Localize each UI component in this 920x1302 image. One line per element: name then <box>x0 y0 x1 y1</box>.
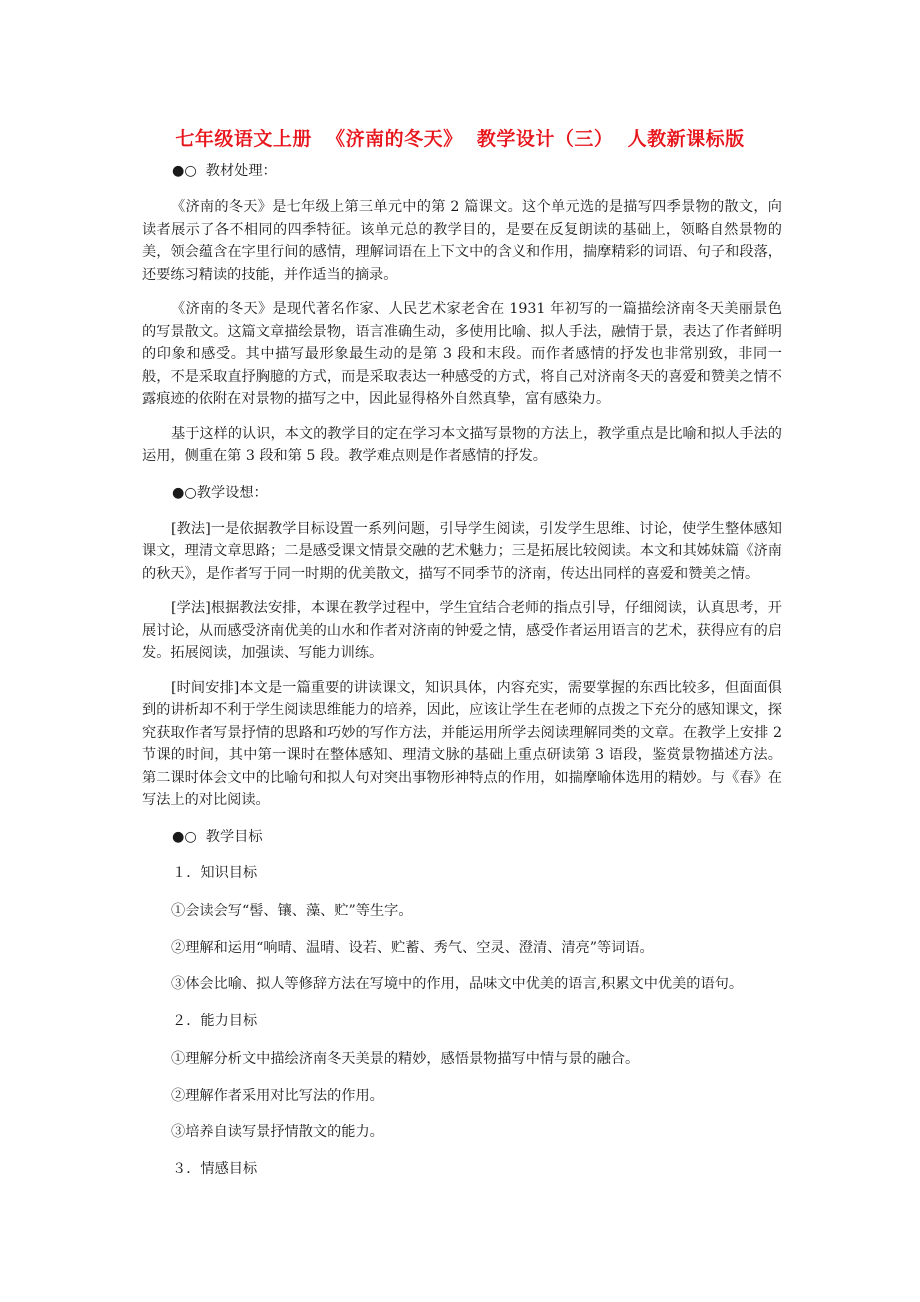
goal-item: ③培养自读写景抒情散文的能力。 <box>171 1124 384 1140</box>
document-body <box>0 158 920 1196</box>
goal-heading-knowledge: １．知识目标 <box>172 864 258 881</box>
goal-heading-emotion: ３．情感目标 <box>172 1160 258 1177</box>
section-heading-goals: ●○ 教学目标 <box>172 828 263 845</box>
paragraph: [教法]一是依据教学目标设置一系列问题，引导学生阅读，引发学生思维、讨论，使学生整体感知课文，理清文章思路；二是感受课文情景交融的艺术魅力；三是拓展比较阅读。本文和其姊妹篇《济南的秋天》，是作者写于同一时期的优美散文，描写不同季节的济南，传达出同样的喜爱和赞美之情。 <box>142 520 782 582</box>
goal-item: ②理解作者采用对比写法的作用。 <box>171 1087 384 1104</box>
goal-item: ①理解分析文中描绘济南冬天美景的精妙，感悟景物描写中情与景的融合。 <box>171 1051 640 1067</box>
paragraph: 《济南的冬天》是七年级上第三单元中的第 2 篇课文。这个单元选的是描写四季景物的散文，向读者展示了各不相同的四季特征。该单元总的教学目的，是要在反复朗读的基础上，领略自然景物的美，领会蕴含在字里行间的感情，理解词语在上下文中的含义和作用，揣摩精彩的词语、句子和段落，还要练习精读的技能，并作适当的摘录。 <box>142 199 782 283</box>
goal-item: ②理解和运用“响晴、温晴、设若、贮蓄、秀气、空灵、澄清、清亮”等词语。 <box>171 939 654 956</box>
section-heading-teaching-plan: ●○教学设想： <box>172 484 268 501</box>
document-title: 七年级语文上册 《济南的冬天》 教学设计（三） 人教新课标版 <box>175 128 745 150</box>
goal-heading-ability: ２．能力目标 <box>172 1012 258 1029</box>
paragraph: 基于这样的认识，本文的教学目的定在学习本文描写景物的方法上，教学重点是比喻和拟人手法的运用，侧重在第 3 段和第 5 段。教学难点则是作者感情的抒发。 <box>142 425 782 464</box>
paragraph: [时间安排]本文是一篇重要的讲读课文，知识具体，内容充实，需要掌握的东西比较多，但面面俱到的讲析却不利于学生阅读思维能力的培养，因此，应该让学生在老师的点拨之下充分的感知课文，探究获取作者写景抒情的思路和巧妙的写作方法，并能运用所学去阅读理解同类的文章。在教学上安排 2 节课的时间，其中第一课时在整体感知、理清文脉的基础上重点研读第 3 语段，鉴赏景物描述方法。第二课时体会文中的比喻句和拟人句对突出事物形神特点的作用，如揣摩喻体选用的精妙。与《春》在写法上的对比阅读。 <box>142 679 782 808</box>
paragraph: 《济南的冬天》是现代著名作家、人民艺术家老舍在 1931 年初写的一篇描绘济南冬天美丽景色的写景散文。这篇文章描绘景物，语言准确生动，多使用比喻、拟人手法，融情于景，表达了作者鲜明的印象和感受。其中描写最形象最生动的是第 3 段和末段。而作者感情的抒发也非常别致，非同一般，不是采取直抒胸臆的方式，而是采取表达一种感受的方式，将自己对济南冬天的喜爱和赞美之情不露痕迹的依附在对景物的描写之中，因此显得格外自然真挚，富有感染力。 <box>142 301 782 407</box>
section-heading-materials: ●○ 教材处理： <box>172 163 277 179</box>
goal-item: ①会读会写“髻、镶、藻、贮”等生字。 <box>171 903 413 919</box>
paragraph: [学法]根据教法安排，本课在教学过程中，学生宜结合老师的指点引导，仔细阅读，认真思考，开展讨论，从而感受济南优美的山水和作者对济南的钟爱之情，感受作者运用语言的艺术，获得应有的启发。拓展阅读，加强读、写能力训练。 <box>142 600 782 661</box>
goal-item: ③体会比喻、拟人等修辞方法在写境中的作用，品味文中优美的语言,积累文中优美的语句。 <box>171 976 744 992</box>
